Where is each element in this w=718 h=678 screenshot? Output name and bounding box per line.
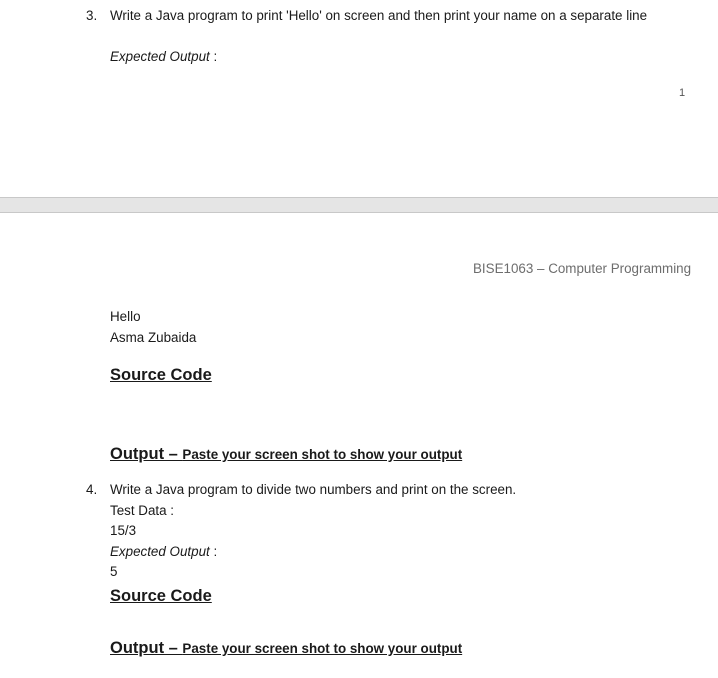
expected-output-value: 5: [110, 564, 118, 579]
question-4-number: 4.: [86, 482, 98, 497]
output-heading-sub: Paste your screen shot to show your output: [182, 447, 463, 462]
page-number: 1: [679, 87, 686, 99]
output-heading-main: Output –: [110, 445, 183, 463]
test-data-label: Test Data :: [110, 503, 175, 518]
source-code-heading-4: Source Code: [110, 587, 212, 605]
output-line-hello: Hello: [110, 309, 141, 324]
expected-output-colon-4: :: [209, 544, 218, 559]
expected-output-label-4-text: Expected Output: [110, 544, 210, 559]
question-3-text: Write a Java program to print 'Hello' on screen and then print your name on a separate line: [110, 8, 648, 23]
expected-output-label-text: Expected Output: [110, 49, 210, 64]
expected-output-label: [110, 49, 217, 65]
output-heading-4-sub: Paste your screen shot to show your output: [182, 641, 463, 656]
output-heading-4: [110, 638, 462, 659]
output-heading-4-main: Output –: [110, 639, 183, 657]
document-page-2: [0, 213, 718, 678]
page-separator: [0, 197, 718, 213]
expected-output-colon: :: [209, 49, 218, 64]
question-3-number: 3.: [86, 8, 98, 23]
output-heading: [110, 444, 462, 465]
document-page-1: [0, 0, 718, 197]
page-header: BISE1063 – Computer Programming: [473, 261, 692, 276]
output-line-name: Asma Zubaida: [110, 330, 197, 345]
test-data-value: 15/3: [110, 523, 137, 538]
source-code-heading: Source Code: [110, 366, 212, 384]
question-4-text: Write a Java program to divide two numbers and print on the screen.: [110, 482, 517, 497]
expected-output-label-4: [110, 544, 217, 560]
